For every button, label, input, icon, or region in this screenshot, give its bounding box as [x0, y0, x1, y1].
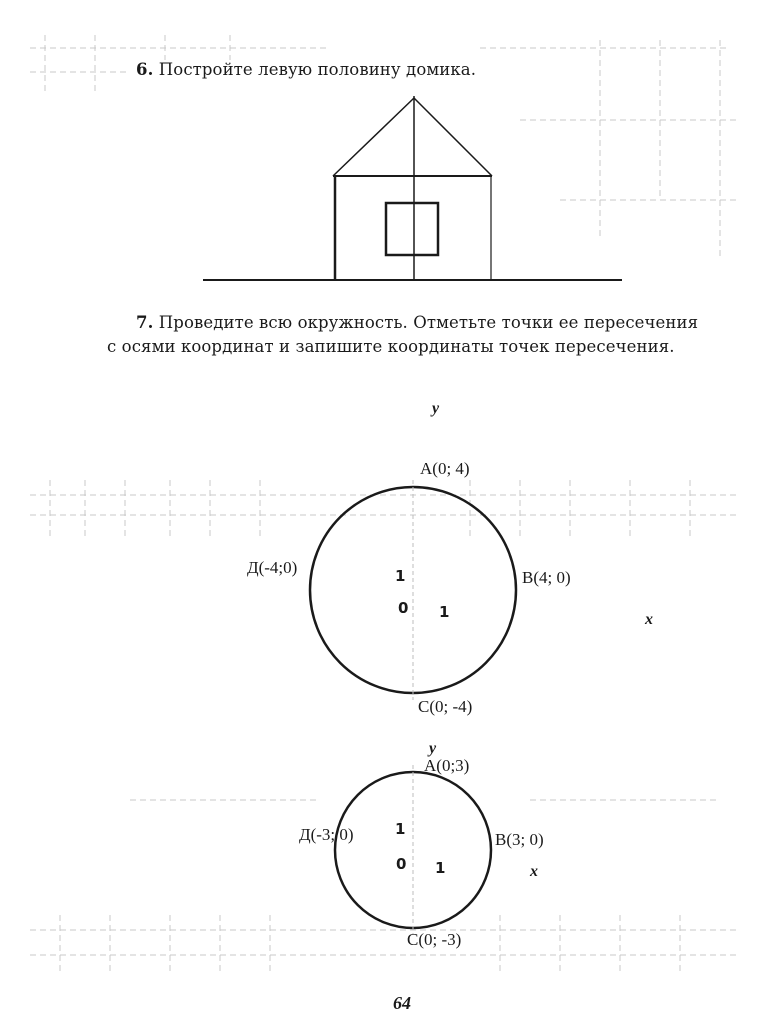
task-7-text-1: Проведите всю окружность. Отметьте точки ее пересечения: [158, 313, 699, 332]
task-7-line-2: с осями координат и запишите координаты точек пересечения.: [107, 337, 675, 356]
fig2-point-d: Д(-3; 0): [299, 825, 354, 844]
task-6-heading: [136, 60, 476, 79]
fig1-y-axis-label: y: [432, 400, 440, 417]
fig2-point-a: А(0;3): [424, 756, 470, 775]
fig2-point-b: В(3; 0): [495, 830, 544, 849]
fig1-origin: 0: [398, 599, 409, 617]
fig2-unit-x: 1: [435, 859, 446, 877]
fig2-point-c: С(0; -3): [407, 930, 462, 949]
task-7-line-1: [136, 313, 698, 332]
fig2-unit-y: 1: [395, 820, 406, 838]
task-6-number: 6.: [136, 60, 154, 79]
task-7-number: 7.: [136, 313, 154, 332]
fig2-x-axis-label: x: [530, 863, 538, 880]
house-figure: [203, 96, 622, 280]
fig1-unit-x: 1: [439, 603, 450, 621]
fig1-point-d: Д(-4;0): [247, 558, 298, 577]
fig1-point-b: В(4; 0): [522, 568, 571, 587]
fig2-y-axis-label: y: [429, 740, 437, 757]
fig1-unit-y: 1: [395, 567, 406, 585]
fig1-point-a: А(0; 4): [420, 459, 470, 478]
fig1-point-c: С(0; -4): [418, 697, 473, 716]
task-6-text: Постройте левую половину домика.: [158, 60, 477, 79]
page-number: 64: [393, 993, 411, 1013]
house-roof: [333, 98, 492, 176]
faint-grid-middle: [30, 480, 740, 800]
fig2-origin: 0: [396, 855, 407, 873]
house-window: [386, 203, 438, 255]
fig1-x-axis-label: x: [645, 611, 653, 628]
